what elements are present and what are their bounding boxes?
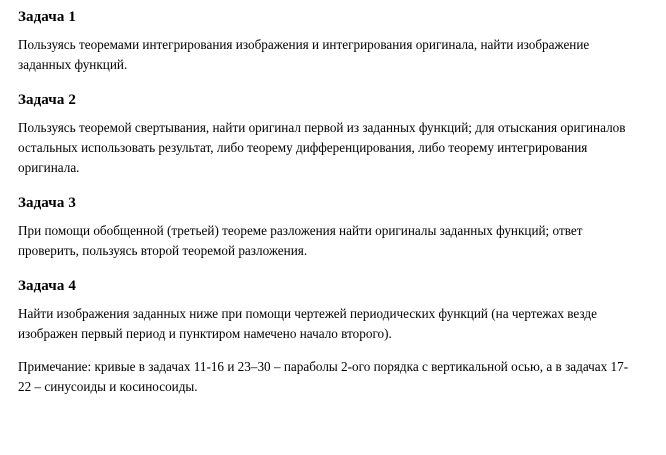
task-3-heading: Задача 3: [18, 195, 76, 211]
task-block-1: [18, 8, 648, 75]
task-2-body: Пользуясь теоремой свертывания, найти оригинал первой из заданных функций; для отыскания оригиналов остальных использовать результат, либо теорему дифференцирования, либо теорему интегрирования оригинала.: [18, 120, 626, 175]
task-block-4: [18, 277, 648, 344]
task-1-body: Пользуясь теоремами интегрирования изображения и интегрирования оригинала, найти изображение заданных функций.: [18, 37, 590, 72]
task-1-heading: Задача 1: [18, 9, 76, 25]
task-3-body: При помощи обобщенной (третьей) теореме разложения найти оригиналы заданных функций; ответ проверить, пользуясь второй теоремой разложения.: [18, 223, 583, 258]
task-4-heading: Задача 4: [18, 278, 76, 294]
task-4-body: Найти изображения заданных ниже при помощи чертежей периодических функций (на чертежах везде изображен первый период и пунктиром намечено начало второго).: [18, 306, 597, 341]
task-2-heading: Задача 2: [18, 92, 76, 108]
task-block-2: [18, 91, 648, 178]
task-block-3: [18, 194, 648, 261]
note-paragraph: Примечание: кривые в задачах 11-16 и 23–30 – параболы 2-ого порядка с вертикальной осью, а в задачах 17-22 – синусоиды и косиносоиды.: [18, 359, 629, 394]
